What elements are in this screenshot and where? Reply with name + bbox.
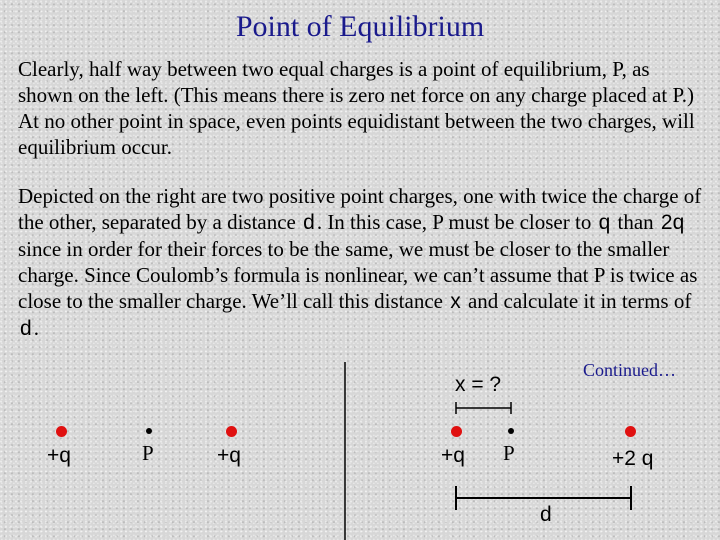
page-title: Point of Equilibrium bbox=[235, 10, 485, 43]
left-charge-2-label: +q bbox=[217, 444, 241, 467]
right-equilibrium-point bbox=[508, 428, 514, 434]
left-point-label: P bbox=[142, 441, 154, 465]
right-point-label: P bbox=[503, 441, 515, 465]
symbol-2q: 2q bbox=[660, 211, 685, 234]
continued-label: Continued… bbox=[583, 360, 676, 380]
right-charge-q-label: +q bbox=[441, 444, 465, 467]
x-unknown-label: x = ? bbox=[455, 373, 502, 396]
symbol-q: q bbox=[598, 211, 611, 234]
right-charge-2q bbox=[625, 426, 636, 437]
left-charge-2 bbox=[226, 426, 237, 437]
p2-text-4: since in order for their forces to be the same, we must be closer to the smaller charge. Since Coulomb’s formula is nonlinear, we can’t assume that P is twice as close to the smaller charge. We’ll call this distance bbox=[18, 237, 698, 313]
left-charge-1 bbox=[56, 426, 67, 437]
symbol-d-2: d bbox=[20, 317, 32, 340]
symbol-d: d bbox=[303, 211, 315, 234]
p2-text-6: . bbox=[33, 316, 39, 340]
paragraph-equilibrium-intro: Clearly, half way between two equal charges is a point of equilibrium, P, as shown on the left. (This means there is zero net force on any charge placed at P.) At no other point in space, even points equidistant between the two charges, will equilibrium occur. bbox=[18, 57, 695, 159]
left-charge-1-label: +q bbox=[47, 444, 71, 467]
right-charge-q bbox=[451, 426, 462, 437]
distance-d-label: d bbox=[540, 503, 552, 526]
right-charge-2q-label: +2 q bbox=[612, 447, 654, 470]
p2-text-3: than bbox=[612, 210, 659, 234]
left-equilibrium-point bbox=[146, 428, 152, 434]
p2-text-1: Depicted on the right are two positive point charges, one with twice the charge of the other, separated by a distance bbox=[18, 184, 702, 234]
p2-text-5: and calculate it in terms of bbox=[462, 289, 692, 313]
symbol-x: x bbox=[450, 290, 461, 313]
p2-text-2: . In this case, P must be closer to bbox=[316, 210, 597, 234]
